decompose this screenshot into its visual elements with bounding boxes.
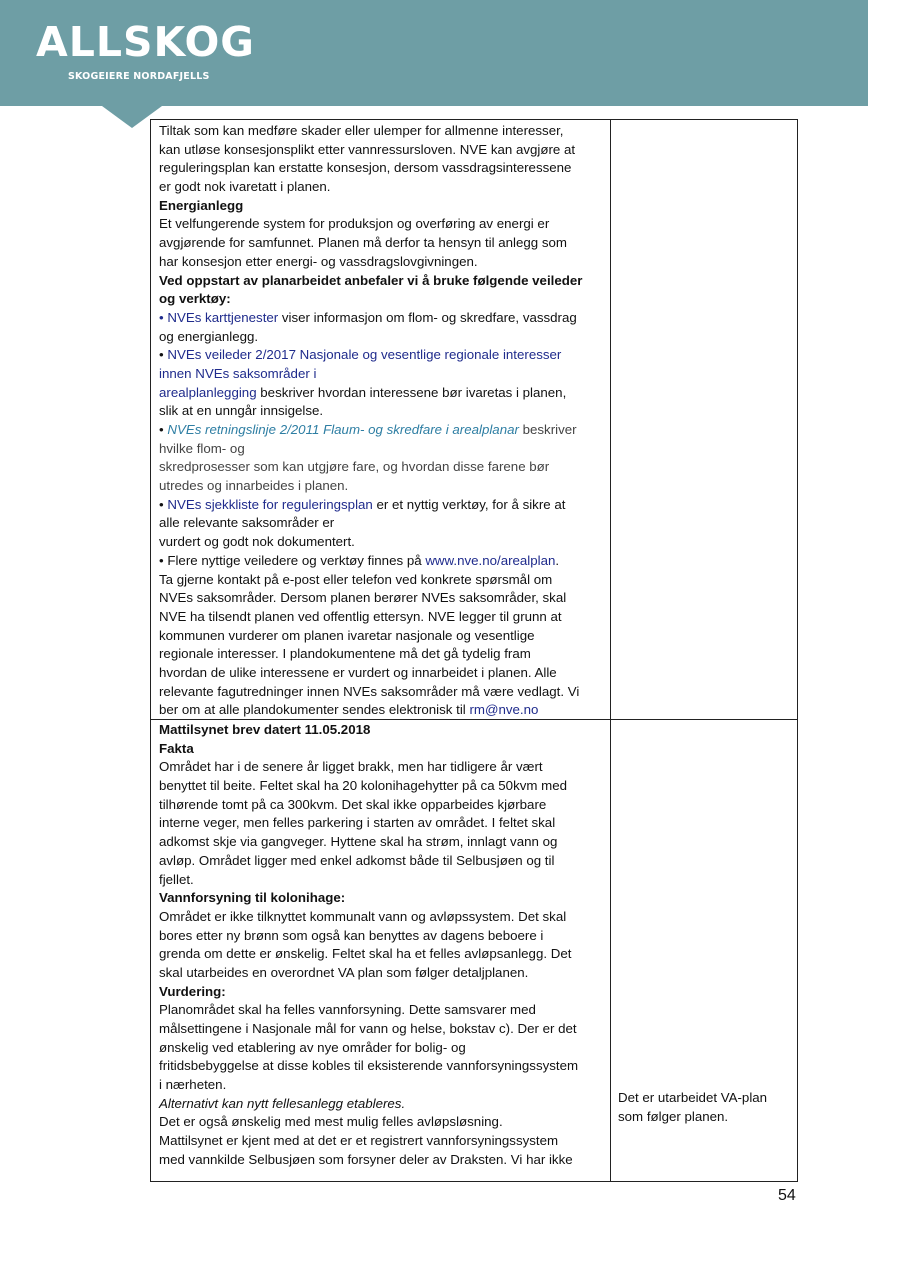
fakta-line: fjellet. <box>159 871 194 887</box>
tail-line: med vannkilde Selbusjøen som forsyner deler av Draksten. Vi har ikke <box>159 1151 573 1167</box>
link-veileder-cont[interactable]: arealplanlegging <box>159 384 257 400</box>
bullet-text: slik at en unngår innsigelse. <box>159 403 324 419</box>
water-line: Området er ikke tilknyttet kommunalt vann og avløpssystem. Det skal <box>159 908 567 924</box>
link-veileder-cont[interactable]: innen NVEs saksområder i <box>159 365 317 381</box>
bullet-text: skredprosesser som kan utgjøre fare, og hvordan disse farene bør <box>159 459 550 475</box>
bullet-text: hvilke flom- og <box>159 440 245 456</box>
bullet-icon: • <box>159 422 164 437</box>
row1-line: reguleringsplan kan erstatte konsesjon, dersom vassdragsinteressene <box>159 160 572 176</box>
fakta-line: avløp. Området ligger med enkel adkomst både til Selbusjøen og til <box>159 852 555 868</box>
bullet-icon: • <box>159 347 164 363</box>
fakta-line: adkomst skje via gangveger. Hyttene skal ha strøm, innlagt vann og <box>159 834 558 850</box>
closing-line: Ta gjerne kontakt på e-post eller telefon ved konkrete spørsmål om <box>159 571 553 587</box>
advice-heading: og verktøy: <box>159 291 231 307</box>
bullet-text: . <box>555 552 560 568</box>
bullet-text: utredes og innarbeides i planen. <box>159 478 349 494</box>
closing-line: relevante fagutredninger innen NVEs saksområder må være vedlagt. Vi <box>159 683 580 699</box>
email-link[interactable]: rm@nve.no <box>469 702 539 718</box>
row1-line: kan utløse konsesjonsplikt etter vannressursloven. NVE kan avgjøre at <box>159 141 576 157</box>
fakta-line: tilhørende tomt på ca 300kvm. Det skal ikke opparbeides kjørbare <box>159 796 547 812</box>
italic-line: Alternativt kan nytt fellesanlegg etableres. <box>159 1095 406 1111</box>
bullet-icon: • <box>159 496 164 512</box>
row2-response <box>618 1089 767 1126</box>
assessment-heading: Vurdering: <box>159 983 226 999</box>
link-retningslinje[interactable]: NVEs retningslinje 2/2011 Flaum- og skredfare i arealplanar <box>167 422 519 437</box>
tail-line: Det er også ønskelig med mest mulig felles avløpsløsning. <box>159 1114 503 1130</box>
fakta-heading: Fakta <box>159 740 194 756</box>
assessment-line: målsettingene i Nasjonale mål for vann og helse, bokstav c). Der er det <box>159 1021 577 1036</box>
row1-line: Tiltak som kan medføre skader eller ulemper for allmenne interesser, <box>159 123 564 138</box>
link-sjekkliste[interactable]: NVEs sjekkliste for reguleringsplan <box>167 496 373 512</box>
row1-right-cell <box>610 119 798 720</box>
closing-line: NVE ha tilsendt planen ved offentlig ettersyn. NVE legger til grunn at <box>159 608 562 624</box>
bullet-text: beskriver <box>518 422 577 437</box>
assessment-line: Planområdet skal ha felles vannforsyning. Dette samsvarer med <box>159 1002 536 1018</box>
logo: ALLSKOG <box>36 18 255 66</box>
bullet-icon: • <box>159 552 164 568</box>
bullet-text: er et nyttig verktøy, for å sikre at <box>372 496 566 512</box>
bullet-icon: • <box>159 309 164 325</box>
bullet-text: viser informasjon om flom- og skredfare, vassdrag <box>278 309 577 325</box>
row2-title: Mattilsynet brev datert 11.05.2018 <box>159 722 371 737</box>
link-veileder[interactable]: NVEs veileder 2/2017 Nasjonale og vesentlige regionale interesser <box>167 347 562 363</box>
link-karttjenester[interactable]: NVEs karttjenester <box>167 309 279 325</box>
bullet-item-arealplan <box>159 552 582 571</box>
bullet-text: alle relevante saksområder er <box>159 515 335 531</box>
bullet-text: og energianlegg. <box>159 328 259 344</box>
water-line: bores etter ny brønn som også kan benyttes av dagens beboere i <box>159 927 544 943</box>
bullet-text: vurdert og godt nok dokumentert. <box>159 534 355 550</box>
response-line: som følger planen. <box>618 1108 729 1124</box>
closing-line: kommunen vurderer om planen ivaretar nasjonale og vesentlige <box>159 627 535 643</box>
advice-heading: Ved oppstart av planarbeidet anbefaler vi å bruke følgende veileder <box>159 272 583 288</box>
water-heading: Vannforsyning til kolonihage: <box>159 890 346 906</box>
link-arealplan[interactable]: www.nve.no/arealplan <box>425 552 556 568</box>
energy-line: avgjørende for samfunnet. Planen må derfor ta hensyn til anlegg som <box>159 235 567 251</box>
water-line: grenda om dette er ønskelig. Feltet skal ha et felles avløpsanlegg. Det <box>159 946 572 962</box>
energy-heading: Energianlegg <box>159 197 244 213</box>
bullet-item-sjekkliste <box>159 496 582 515</box>
fakta-line: interne veger, men felles parkering i starten av området. I feltet skal <box>159 815 556 831</box>
header-banner <box>0 0 868 106</box>
row1-text <box>159 122 582 720</box>
closing-text: ber om at alle plandokumenter sendes elektronisk til <box>159 702 470 718</box>
bullet-item-karttjenester <box>159 309 582 328</box>
page-number: 54 <box>778 1187 796 1204</box>
closing-line <box>159 701 582 720</box>
energy-line: Et velfungerende system for produksjon og overføring av energi er <box>159 216 550 232</box>
bullet-item-retningslinje <box>159 421 582 440</box>
row1-line: er godt nok ivaretatt i planen. <box>159 179 331 195</box>
closing-line: NVEs saksområder. Dersom planen berører NVEs saksområder, skal <box>159 590 567 606</box>
row2-text <box>159 721 578 1170</box>
assessment-line: fritidsbebyggelse at disse kobles til eksisterende vannforsyningssystem <box>159 1058 579 1074</box>
bullet-item-veileder <box>159 346 582 365</box>
bullet-text: beskriver hvordan interessene bør ivaretas i planen, <box>256 384 567 400</box>
logo-subtitle: SKOGEIERE NORDAFJELLS <box>68 71 210 82</box>
assessment-line: i nærheten. <box>159 1077 227 1093</box>
water-line: skal utarbeides en overordnet VA plan som følger detaljplanen. <box>159 964 529 980</box>
fakta-line: Området har i de senere år ligget brakk, men har tidligere år vært <box>159 759 543 775</box>
fakta-line: benyttet til beite. Feltet skal ha 20 kolonihagehytter på ca 50kvm med <box>159 778 568 794</box>
bullet-text: Flere nyttige veiledere og verktøy finnes på <box>167 552 426 568</box>
tail-line: Mattilsynet er kjent med at det er et registrert vannforsyningssystem <box>159 1133 559 1149</box>
energy-line: har konsesjon etter energi- og vassdragslovgivningen. <box>159 253 478 269</box>
response-line: Det er utarbeidet VA-plan <box>618 1090 768 1105</box>
assessment-line: ønskelig ved etablering av nye områder for bolig- og <box>159 1039 466 1055</box>
bullet-line <box>159 384 582 403</box>
closing-line: regionale interesser. I plandokumentene må det gå tydelig fram <box>159 646 531 662</box>
closing-line: hvordan de ulike interessene er vurdert og innarbeidet i planen. Alle <box>159 664 557 680</box>
